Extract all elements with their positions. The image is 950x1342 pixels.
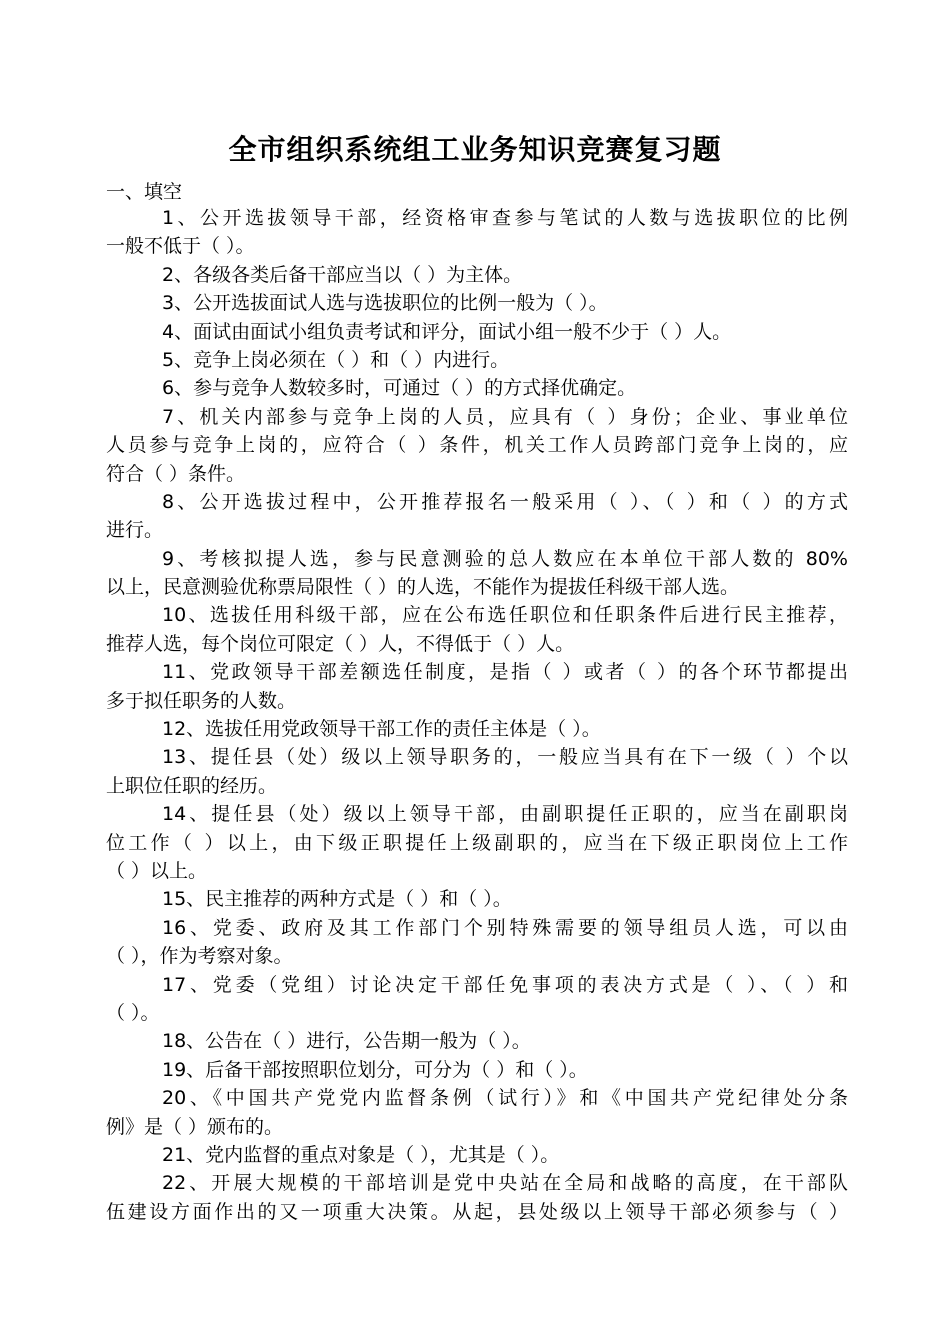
text-line: 6、参与竞争人数较多时，可通过（ ）的方式择优确定。 [162, 377, 637, 400]
document-title: 全市组织系统组工业务知识竞赛复习题 [228, 133, 722, 166]
text-line: （ ）以上。 [106, 859, 208, 882]
text-line: 4、面试由面试小组负责考试和评分，面试小组一般不少于（ ）人。 [162, 320, 732, 343]
text-line: 例》是（ ）颁布的。 [106, 1115, 284, 1138]
text-line: 进行。 [106, 519, 164, 542]
text-line: 16、党委、政府及其工作部门个别特殊需要的领导组员人选，可以由 [162, 916, 848, 939]
text-line: 22、开展大规模的干部培训是党中央站在全局和战略的高度，在干部队 [162, 1172, 848, 1195]
text-line: 10、选拔任用科级干部，应在公布选任职位和任职条件后进行民主推荐， [162, 604, 848, 627]
text-line: 11、党政领导干部差额选任制度，是指（ ）或者（ ）的各个环节都提出 [162, 661, 848, 684]
text-line: 15、民主推荐的两种方式是（ ）和（ ）。 [162, 888, 512, 911]
text-line: 伍建设方面作出的又一项重大决策。从起，县处级以上领导干部必须参与（ ） [106, 1200, 848, 1223]
text-line: 2、各级各类后备干部应当以（ ）为主体。 [162, 263, 523, 286]
text-line: 上职位任职的经历。 [106, 774, 278, 797]
text-line: 位工作（ ）以上，由下级正职提任上级副职的，应当在下级正职岗位上工作 [106, 831, 848, 854]
text-line: 7、机关内部参与竞争上岗的人员，应具有（ ）身份；企业、事业单位 [162, 405, 848, 428]
text-line: 以上，民意测验优称票局限性（ ）的人选，不能作为提拔任科级干部人选。 [106, 576, 740, 599]
text-line: 14、提任县（处）级以上领导干部，由副职提任正职的，应当在副职岗 [162, 803, 848, 826]
text-line: 人员参与竞争上岗的，应符合（ ）条件，机关工作人员跨部门竞争上岗的，应 [106, 434, 848, 457]
text-line: 多于拟任职务的人数。 [106, 689, 297, 712]
text-line: 5、竞争上岗必须在（ ）和（ ）内进行。 [162, 348, 510, 371]
text-line: 18、公告在（ ）进行，公告期一般为（ ）。 [162, 1030, 531, 1053]
text-line: 13、提任县（处）级以上领导职务的，一般应当具有在下一级（ ）个以 [162, 746, 848, 769]
text-line: 符合（ ）条件。 [106, 462, 246, 485]
text-line: 21、党内监督的重点对象是（ ），尤其是（ ）。 [162, 1143, 560, 1166]
text-line: （ ），作为考察对象。 [106, 945, 293, 968]
text-line: 20、《中国共产党党内监督条例（试行）》和《中国共产党纪律处分条 [162, 1087, 848, 1110]
text-line: 19、后备干部按照职位划分，可分为（ ）和（ ）。 [162, 1058, 588, 1081]
text-line: 9、考核拟提人选，参与民意测验的总人数应在本单位干部人数的 80% [162, 547, 848, 570]
section-heading: 一、填空 [106, 181, 183, 203]
text-line: 1、公开选拔领导干部，经资格审查参与笔试的人数与选拔职位的比例 [162, 207, 848, 229]
text-line: 3、公开选拔面试人选与选拔职位的比例一般为（ ）。 [162, 292, 608, 315]
text-line: 推荐人选，每个岗位可限定（ ）人，不得低于（ ）人。 [106, 632, 575, 655]
text-line: 12、选拔任用党政领导干部工作的责任主体是（ ）。 [162, 718, 601, 741]
text-line: 17、党委（党组）讨论决定干部任免事项的表决方式是（ ）、（ ）和 [162, 973, 848, 996]
text-line: （ ）。 [106, 1001, 160, 1024]
text-line: 一般不低于（ ）。 [106, 235, 255, 258]
text-line: 8、公开选拔过程中，公开推荐报名一般采用（ ）、（ ）和（ ）的方式 [162, 490, 848, 513]
document-body [106, 204, 848, 1226]
